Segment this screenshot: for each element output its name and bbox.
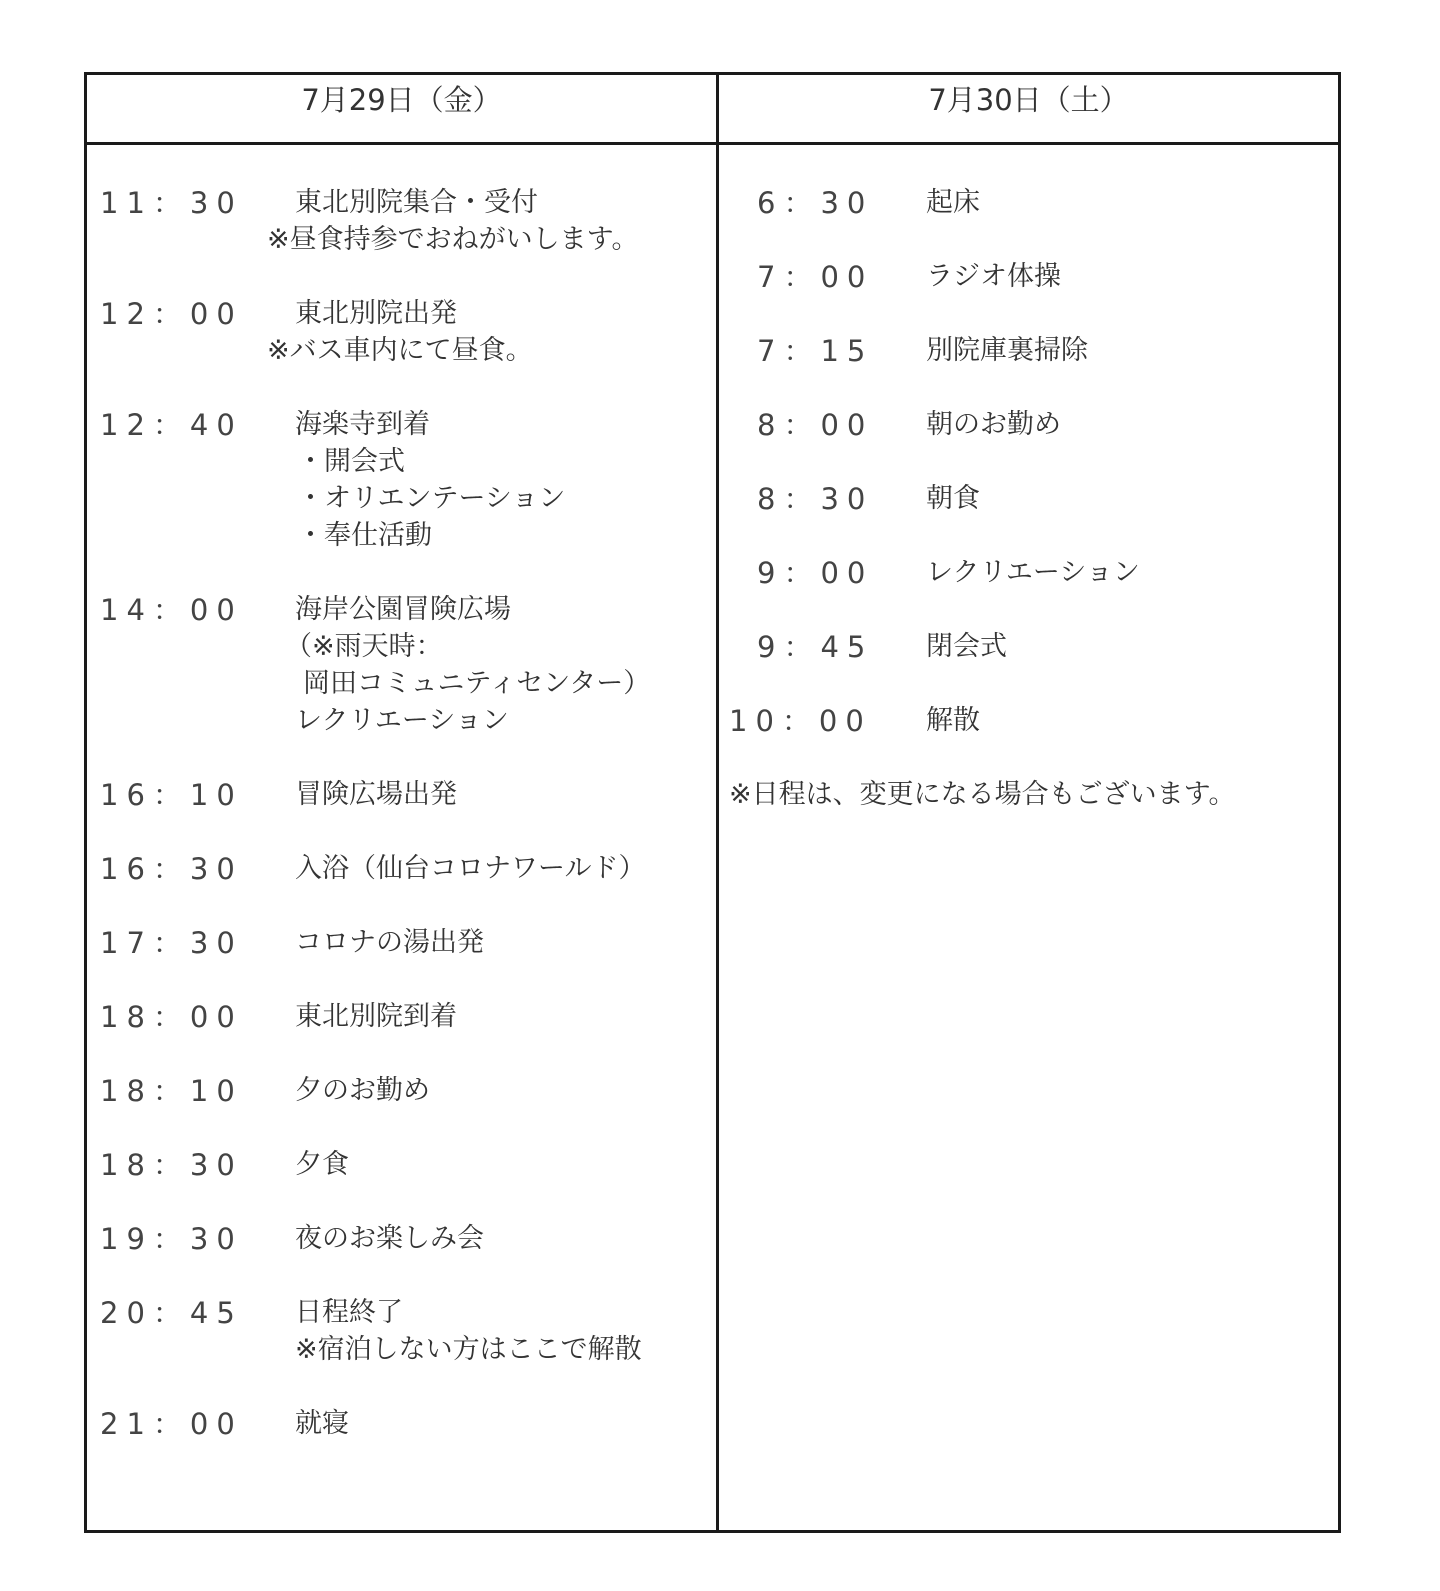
day2-activity: ラジオ体操 <box>926 261 1061 292</box>
day1-time: 12：40 <box>100 408 243 442</box>
day1-activity: 海岸公園冒険広場 <box>295 594 511 625</box>
day1-activity: 東北別院出発 <box>295 298 457 329</box>
day1-note: 岡田コミュニティセンター） <box>303 668 651 699</box>
day1-time: 14：00 <box>100 593 243 627</box>
day1-activity: 東北別院集合・受付 <box>295 187 538 218</box>
day1-time: 11：30 <box>100 186 243 220</box>
day1-activity: 海楽寺到着 <box>295 409 430 440</box>
day1-time: 18：30 <box>100 1148 243 1182</box>
day2-time: 6：30 <box>757 186 874 220</box>
day2-activity: 別院庫裏掃除 <box>926 335 1088 366</box>
day1-time: 17：30 <box>100 926 243 960</box>
day1-activity: 夜のお楽しみ会 <box>295 1223 484 1254</box>
day1-time: 18：10 <box>100 1074 243 1108</box>
day2-schedule-note: ※日程は、変更になる場合もございます。 <box>729 779 1236 810</box>
day1-time: 21：00 <box>100 1407 243 1441</box>
day1-time: 20：45 <box>100 1296 243 1330</box>
day1-activity: コロナの湯出発 <box>295 927 484 958</box>
day1-activity: 東北別院到着 <box>295 1001 457 1032</box>
day1-note: ※バス車内にて昼食。 <box>267 335 533 366</box>
day2-activity: 閉会式 <box>926 631 1007 662</box>
day1-time: 19：30 <box>100 1222 243 1256</box>
header-divider <box>87 142 1338 145</box>
day1-activity: 入浴（仙台コロナワールド） <box>295 853 646 884</box>
day1-subitem: ・開会式 <box>297 446 405 477</box>
day1-subitem: ・奉仕活動 <box>297 520 432 551</box>
day1-header: 7月29日（金） <box>301 83 502 117</box>
day1-activity: 冒険広場出発 <box>295 779 457 810</box>
day2-activity: 朝のお勤め <box>926 409 1061 440</box>
day1-note: ※昼食持参でおねがいします。 <box>267 224 639 255</box>
day2-time: 7：00 <box>757 260 874 294</box>
day2-activity: 朝食 <box>926 483 980 514</box>
day2-activity: 起床 <box>926 187 980 218</box>
day1-time: 12：00 <box>100 297 243 331</box>
day1-activity: 就寝 <box>295 1408 349 1439</box>
day1-time: 16：30 <box>100 852 243 886</box>
day1-time: 18：00 <box>100 1000 243 1034</box>
day1-subitem: ・オリエンテーション <box>297 483 566 514</box>
day2-header: 7月30日（土） <box>928 83 1129 117</box>
day1-note: （※雨天時： <box>285 631 443 662</box>
day2-time: 8：30 <box>757 482 874 516</box>
day1-activity: 夕のお勤め <box>295 1075 430 1106</box>
day2-activity: 解散 <box>926 705 980 736</box>
day2-time: 7：15 <box>757 334 874 368</box>
day2-activity: レクリエーション <box>926 557 1140 588</box>
day1-time: 16：10 <box>100 778 243 812</box>
day1-activity: 日程終了 <box>295 1297 403 1328</box>
day1-note: ※宿泊しない方はここで解散 <box>295 1334 642 1365</box>
column-divider <box>716 75 719 1530</box>
day2-time: 8：00 <box>757 408 874 442</box>
day2-time: 9：00 <box>757 556 874 590</box>
day1-activity: レクリエーション <box>295 705 509 736</box>
day2-time: 9：45 <box>757 630 874 664</box>
day1-activity: 夕食 <box>295 1149 349 1180</box>
day2-time: 10：00 <box>729 704 872 738</box>
